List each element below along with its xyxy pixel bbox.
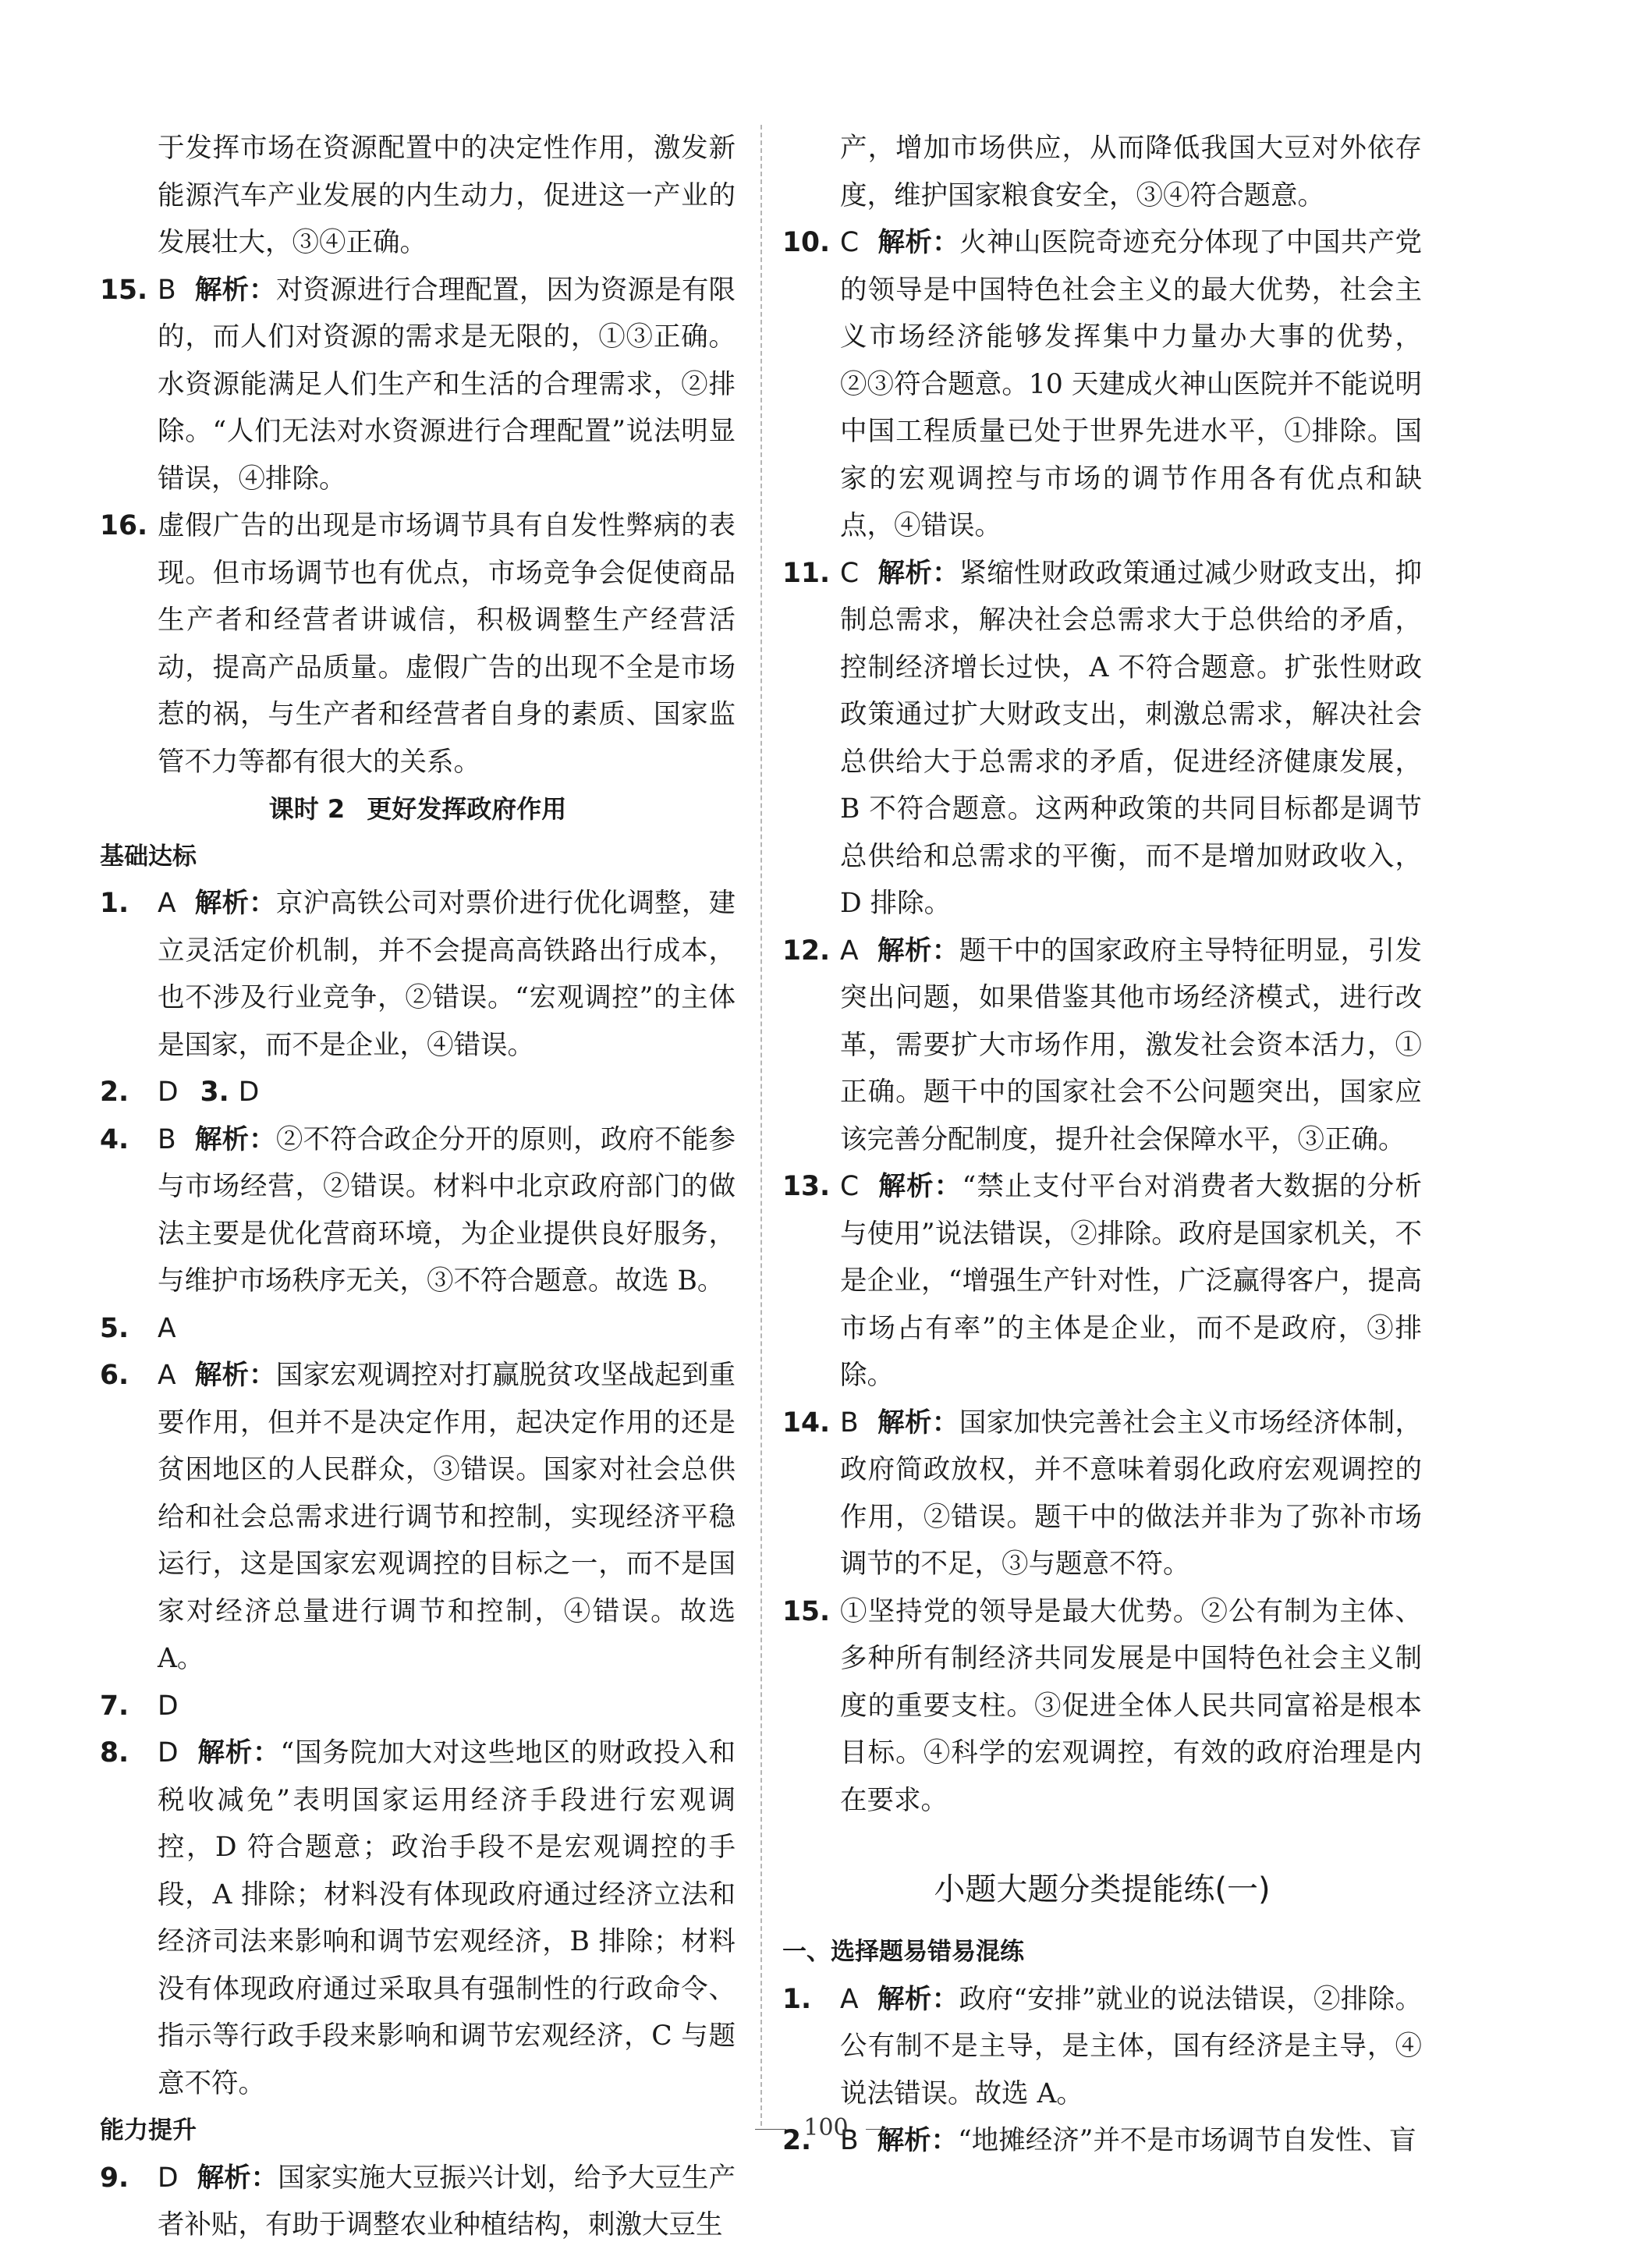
answer-text: ①坚持党的领导是最大优势。②公有制为主体、多种所有制经济共同发展是中国特色社会主义制度的重要支柱。③促进全体人民共同富裕是根本目标。④科学的宏观调控，有效的政府治理是内在要求。 xyxy=(840,1595,1422,1816)
continued-text: 产，增加市场供应，从而降低我国大豆对外依存度，维护国家粮食安全，③④符合题意。 xyxy=(840,133,1422,211)
answer-letter: B xyxy=(840,2125,859,2156)
item-number: 1. xyxy=(782,1983,812,2015)
analysis-label: 解析： xyxy=(877,2125,959,2156)
analysis-label: 解析： xyxy=(877,1983,959,2015)
item-number: 5. xyxy=(100,1312,129,1344)
analysis-label: 解析： xyxy=(877,557,960,589)
analysis-label: 解析： xyxy=(197,2162,278,2194)
item-number: 15. xyxy=(100,274,148,306)
answer-letter: A xyxy=(840,1983,859,2015)
page-number xyxy=(0,2114,1652,2141)
item-number: 8. xyxy=(100,1737,129,1769)
item-number: 15. xyxy=(782,1595,831,1627)
item-number: 10. xyxy=(782,227,831,258)
answer-item-13 xyxy=(782,1163,1422,1400)
item-number: 2. xyxy=(100,1077,129,1108)
lesson-number: 课时 2 xyxy=(268,794,346,824)
left-column xyxy=(100,125,736,2249)
right-column xyxy=(782,125,1422,2165)
section-heading-basic: 基础达标 xyxy=(100,842,197,871)
answer-item-14 xyxy=(782,1400,1422,1588)
analysis-text: 国家实施大豆振兴计划，给予大豆生产者补贴，有助于调整农业种植结构，刺激大豆生 xyxy=(158,2162,736,2240)
answer-item-6 xyxy=(100,1352,736,1683)
answer-item-16 xyxy=(100,502,736,786)
answer-letter: D xyxy=(158,1077,179,1108)
analysis-text: 火神山医院奇迹充分体现了中国共产党的领导是中国特色社会主义的最大优势，社会主义市场经济能够发挥集中力量办大事的优势，②③符合题意。10 天建成火神山医院并不能说明中国工程质量已处于世界先进水平，①排除。国家的宏观调控与市场的调节作用各有优点和缺点，④错误。 xyxy=(840,227,1423,541)
analysis-label: 解析： xyxy=(194,1360,276,1391)
item-number: 11. xyxy=(782,557,831,589)
answer-letter: C xyxy=(840,557,860,589)
item-number: 9. xyxy=(100,2162,129,2194)
answer-letter: C xyxy=(840,227,860,258)
analysis-text: 京沪高铁公司对票价进行优化调整，建立灵活定价机制，并不会提高高铁路出行成本，也不涉及行业竞争，②错误。“宏观调控”的主体是国家，而不是企业，④错误。 xyxy=(158,888,736,1061)
item-number: 1. xyxy=(100,888,129,919)
analysis-label: 解析： xyxy=(877,935,959,967)
analysis-text: 国家宏观调控对打赢脱贫攻坚战起到重要作用，但并不是决定作用，起决定作用的还是贫困地区的人民群众，③错误。国家对社会总供给和社会总需求进行调节和控制，实现经济平稳运行，这是国家宏观调控的目标之一，而不是国家对经济总量进行调节和控制，④错误。故选 A。 xyxy=(158,1360,736,1674)
answer-letter: B xyxy=(840,1407,859,1439)
analysis-text: 国家加快完善社会主义市场经济体制，政府简政放权，并不意味着弱化政府宏观调控的作用，②错误。题干中的做法并非为了弥补市场调节的不足，③与题意不符。 xyxy=(840,1407,1423,1580)
answer-letter: D xyxy=(158,1737,179,1769)
answer-item-5 xyxy=(100,1305,736,1353)
analysis-label: 解析： xyxy=(877,1171,962,1202)
answer-item-b1 xyxy=(782,1976,1422,2118)
answer-letter: D xyxy=(158,2162,179,2194)
page-number-value: 100 xyxy=(803,2114,849,2141)
continued-text: 于发挥市场在资源配置中的决定性作用，激发新能源汽车产业发展的内生动力，促进这一产业的发展壮大，③④正确。 xyxy=(158,133,736,258)
item-number: 4. xyxy=(100,1123,129,1155)
answer-letter: A xyxy=(158,1312,176,1344)
answer-text: 虚假广告的出现是市场调节具有自发性弊病的表现。但市场调节也有优点，市场竞争会促使商品生产者和经营者讲诚信，积极调整生产经营活动，提高产品质量。虚假广告的出现不全是市场惹的祸，与生产者和经营者自身的素质、国家监管不力等都有很大的关系。 xyxy=(158,510,736,778)
answer-item-11 xyxy=(782,550,1422,928)
answer-letter: B xyxy=(158,274,176,306)
lesson-title: 更好发挥政府作用 xyxy=(367,794,567,824)
answer-letter: A xyxy=(840,935,859,967)
analysis-label: 解析： xyxy=(194,1123,276,1155)
page-number-dash-left xyxy=(755,2129,786,2130)
answer-letter: C xyxy=(840,1171,860,1202)
analysis-text: “国务院加大对这些地区的财政投入和税收减免”表明国家运用经济手段进行宏观调控，D 符合题意；政治手段不是宏观调控的手段，A 排除；材料没有体现政府通过经济立法和经济司法来影响和调节宏观经济，B 排除；材料没有体现政府通过采取具有强制性的行政命令、指示等行政手段来影响和调节宏观经济，C 与题意不符。 xyxy=(158,1737,736,2099)
item-number: 12. xyxy=(782,935,831,967)
analysis-text: 政府“安排”就业的说法错误，②排除。公有制不是主导，是主体，国有经济是主导，④说法错误。故选 A。 xyxy=(840,1983,1422,2109)
analysis-text: ②不符合政企分开的原则，政府不能参与市场经营，②错误。材料中北京政府部门的做法主要是优化营商环境，为企业提供良好服务，与维护市场秩序无关，③不符合题意。故选 B。 xyxy=(158,1123,736,1297)
answer-letter: A xyxy=(158,888,176,919)
column-divider xyxy=(760,125,762,2126)
analysis-text: 紧缩性财政政策通过减少财政支出，抑制总需求，解决社会总需求大于总供给的矛盾，控制经济增长过快，A 不符合题意。扩张性财政政策通过扩大财政支出，刺激总需求，解决社会总供给大于总需求的矛盾，促进经济健康发展，B 不符合题意。这两种政策的共同目标都是调节总供给和总需求的平衡，而不是增加财政收入，D 排除。 xyxy=(840,557,1423,919)
analysis-label: 解析： xyxy=(194,888,276,919)
answer-letter: D xyxy=(158,1690,179,1722)
analysis-text: “禁止支付平台对消费者大数据的分析与使用”说法错误，②排除。政府是国家机关，不是企业，“增强生产针对性，广泛赢得客户，提高市场占有率”的主体是企业，而不是政府，③排除。 xyxy=(840,1171,1422,1391)
analysis-text: 题干中的国家政府主导特征明显，引发突出问题，如果借鉴其他市场经济模式，进行改革，需要扩大市场作用，激发社会资本活力，①正确。题干中的国家社会不公问题突出，国家应该完善分配制度，提升社会保障水平，③正确。 xyxy=(840,935,1423,1155)
analysis-label: 解析： xyxy=(877,227,960,258)
answer-item-15-essay xyxy=(782,1588,1422,1825)
answer-item-4 xyxy=(100,1116,736,1305)
answer-item-8 xyxy=(100,1730,736,2107)
item-number: 2. xyxy=(782,2125,812,2156)
answer-item-9 xyxy=(100,2155,736,2249)
analysis-label: 解析： xyxy=(194,274,276,306)
item-number: 13. xyxy=(782,1171,831,1202)
answer-letter: A xyxy=(158,1360,176,1391)
answer-item-1 xyxy=(100,880,736,1069)
item-number: 14. xyxy=(782,1407,831,1439)
item-number-secondary: 3. xyxy=(200,1077,229,1108)
answer-letter-secondary: D xyxy=(238,1077,260,1108)
lesson-heading xyxy=(100,786,736,833)
analysis-label: 解析： xyxy=(197,1737,281,1769)
answer-item-2-3 xyxy=(100,1069,736,1116)
answer-item-15 xyxy=(100,267,736,503)
item-number: 6. xyxy=(100,1360,129,1391)
answer-item-7 xyxy=(100,1683,736,1730)
item-number: 7. xyxy=(100,1690,129,1722)
analysis-text: 对资源进行合理配置，因为资源是有限的，而人们对资源的需求是无限的，①③正确。水资源能满足人们生产和生活的合理需求，②排除。“人们无法对水资源进行合理配置”说法明显错误，④排除。 xyxy=(158,274,736,495)
answer-item-12 xyxy=(782,928,1422,1164)
answer-letter: B xyxy=(158,1123,176,1155)
section-heading-advanced: 能力提升 xyxy=(100,2116,197,2145)
analysis-label: 解析： xyxy=(877,1407,959,1439)
answer-item-10 xyxy=(782,219,1422,550)
analysis-text: “地摊经济”并不是市场调节自发性、盲 xyxy=(958,2125,1416,2156)
chapter-title: 小题大题分类提能练(一) xyxy=(934,1871,1271,1907)
section-heading-choice: 一、选择题易错易混练 xyxy=(782,1938,1024,1966)
item-number: 16. xyxy=(100,510,148,541)
page-number-dash-right xyxy=(866,2129,897,2130)
